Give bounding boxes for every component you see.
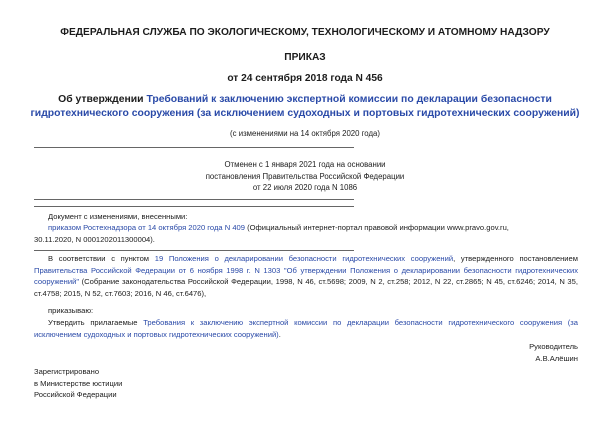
p1-start: В соответствии с пунктом [48, 254, 155, 263]
title-prefix: Об утверждении [58, 94, 147, 105]
divider-1 [34, 147, 354, 148]
signature-role: Руководитель [529, 342, 578, 351]
divider-3 [34, 206, 354, 207]
registration-line-1: Зарегистрировано [34, 367, 100, 376]
repeal-line-1: Отменен с 1 января 2021 года на основании [224, 160, 386, 169]
divider-2 [34, 199, 354, 200]
signature-block [529, 341, 578, 364]
divider-4 [34, 250, 354, 251]
repeal-line-3: от 22 июля 2020 года N 1086 [252, 183, 358, 192]
p3-start: Утвердить прилагаемые [48, 318, 144, 327]
signature-name: А.В.Алёшин [535, 353, 578, 363]
doc-type-heading: ПРИКАЗ [284, 52, 326, 63]
p3-end: . [278, 329, 281, 339]
document-title [0, 93, 610, 120]
body-paragraph-1 [34, 253, 578, 299]
amendment-link[interactable]: приказом Ростехнадзора от 14 октября 2020 года N 409 [48, 223, 245, 232]
registration-line-3: Российской Федерации [34, 390, 117, 399]
repeal-notice [0, 159, 610, 194]
p1-rest-b: N 45, ст.6246; 2014, N 35, ст.4758; 2015, N 52, ст.7603; 2016, N 46, ст.6476), [34, 277, 578, 298]
p3-link-requirements[interactable]: Требования к заключению экспертной комиссии по декларации безопасности гидротехнического сооружения (за исключением судоходных и портовых гидротехнических сооружений) [34, 318, 578, 339]
doc-date-number: от 24 сентября 2018 года N 456 [227, 73, 383, 84]
title-link[interactable]: Требований к заключению экспертной комиссии по декларации безопасности [146, 94, 552, 105]
agency-heading: ФЕДЕРАЛЬНАЯ СЛУЖБА ПО ЭКОЛОГИЧЕСКОМУ, ТЕХНОЛОГИЧЕСКОМУ И АТОМНОМУ НАДЗОРУ [60, 27, 550, 38]
amendments-intro: Документ с изменениями, внесенными: [48, 212, 188, 221]
registration-line-2: в Министерстве юстиции [34, 378, 123, 388]
p1-mid: , утвержденного постановлением [453, 254, 578, 263]
amendment-source: (Официальный интернет-портал правовой информации www.pravo.gov.ru, [245, 223, 509, 232]
order-word: приказываю: [48, 306, 94, 315]
registration-block [34, 366, 122, 401]
body-paragraph-3 [34, 317, 578, 340]
repeal-line-2: постановления Правительства Российской Федерации [205, 171, 405, 181]
changes-note: (с изменениями на 14 октября 2020 года) [230, 129, 380, 138]
amendment-source-cont: 30.11.2020, N 0001202011300004). [34, 234, 155, 244]
p1-link-regulation[interactable]: 19 Положения о декларировании безопасности гидротехнических сооружений [154, 254, 454, 263]
amendments-block [34, 222, 578, 245]
p1-rest-a: (Собрание законодательства Российской Федерации, 1998, N 46, ст.5698; 2009, N 2, ст.258; 2012, N 22, ст.2865; [79, 277, 484, 286]
p1-link-decree[interactable]: Правительства Российской Федерации от 6 ноября 1998 г. N 1303 "Об утверждении Положения о декларировании безопасности гидротехнических сооружений" [34, 265, 578, 286]
title-link-cont[interactable]: гидротехнического сооружения (за исключением судоходных и портовых гидротехнических сооружений) [30, 107, 580, 119]
